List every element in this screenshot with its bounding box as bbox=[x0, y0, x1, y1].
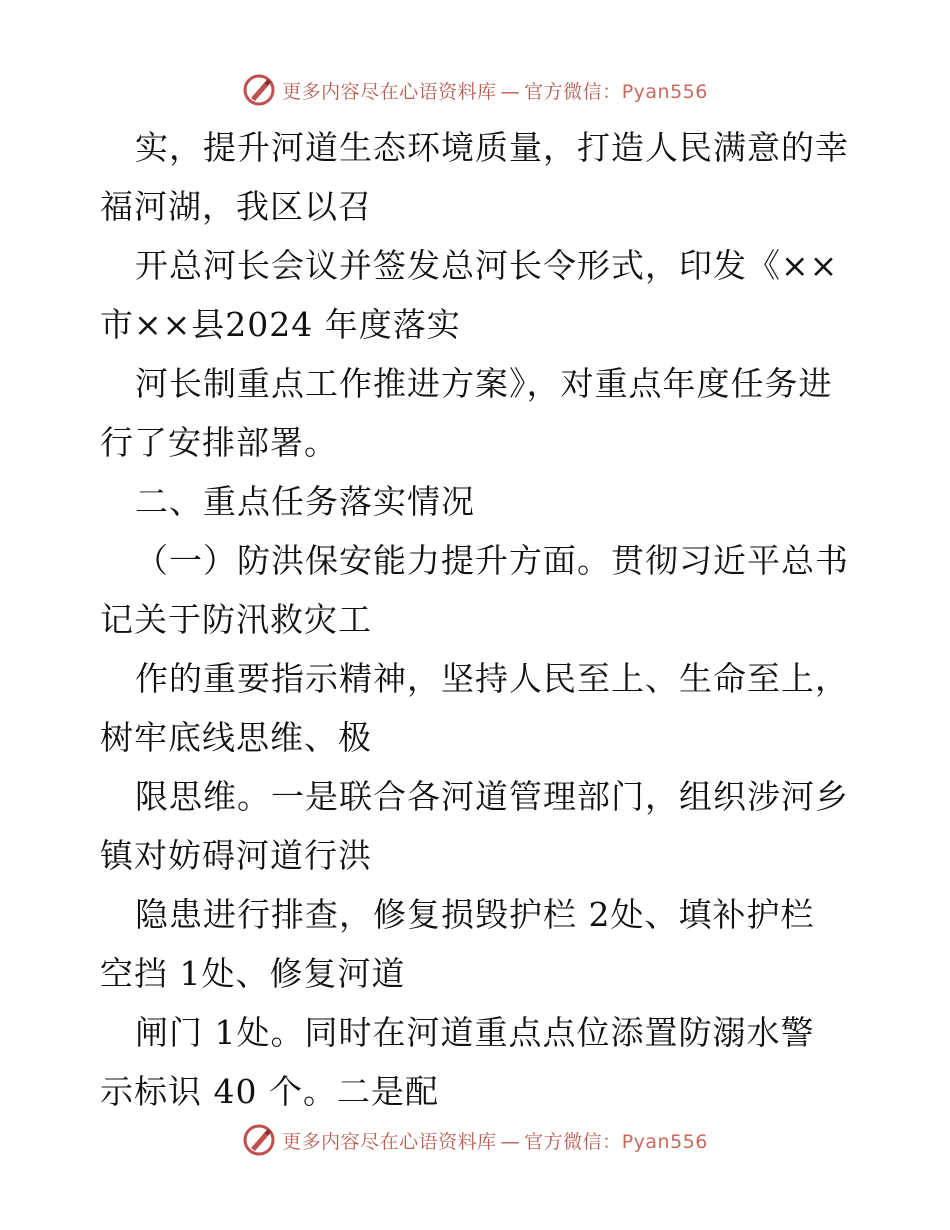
watermark-text-line bbox=[282, 77, 708, 104]
text-line: 开总河长会议并签发总河长令形式，印发《×× bbox=[135, 246, 839, 285]
pen-logo-icon bbox=[242, 73, 276, 107]
text-line: （一）防洪保安能力提升方面。贯彻习近平总书 bbox=[135, 541, 849, 580]
text-line: 实，提升河道生态环境质量，打造人民满意的幸 bbox=[135, 128, 849, 167]
document-body bbox=[100, 118, 860, 1121]
watermark-text-line bbox=[282, 1127, 708, 1154]
watermark-separator: — bbox=[500, 1130, 521, 1153]
watermark-slogan: 更多内容尽在心语资料库 bbox=[282, 80, 497, 103]
text-line: 空挡 1处、修复河道 bbox=[100, 954, 406, 993]
pen-logo-icon bbox=[242, 1123, 276, 1157]
text-line: 行了安排部署。 bbox=[100, 423, 338, 462]
watermark-footer bbox=[0, 1118, 950, 1162]
text-line: 闸门 1处。同时在河道重点点位添置防溺水警 bbox=[135, 1013, 815, 1052]
text-line: 市××县2024 年度落实 bbox=[100, 305, 461, 344]
text-line: 镇对妨碍河道行洪 bbox=[100, 836, 372, 875]
watermark-header bbox=[0, 68, 950, 112]
text-line: 二、重点任务落实情况 bbox=[135, 482, 475, 521]
text-line: 河长制重点工作推进方案》，对重点年度任务进 bbox=[135, 364, 833, 403]
text-line: 作的重要指示精神，坚持人民至上、生命至上， bbox=[135, 659, 849, 698]
watermark-separator: — bbox=[500, 80, 521, 103]
watermark-slogan: 更多内容尽在心语资料库 bbox=[282, 1130, 497, 1153]
watermark-id: Pyan556 bbox=[621, 1130, 708, 1153]
text-line: 限思维。一是联合各河道管理部门，组织涉河乡 bbox=[135, 777, 849, 816]
text-line: 福河湖，我区以召 bbox=[100, 187, 372, 226]
watermark-label: 官方微信： bbox=[524, 80, 622, 103]
text-line: 记关于防汛救灾工 bbox=[100, 600, 372, 639]
text-line: 示标识 40 个。二是配 bbox=[100, 1072, 439, 1111]
text-line: 树牢底线思维、极 bbox=[100, 718, 372, 757]
text-line: 隐患进行排查，修复损毁护栏 2处、填补护栏 bbox=[135, 895, 815, 934]
watermark-id: Pyan556 bbox=[621, 80, 708, 103]
watermark-label: 官方微信： bbox=[524, 1130, 622, 1153]
